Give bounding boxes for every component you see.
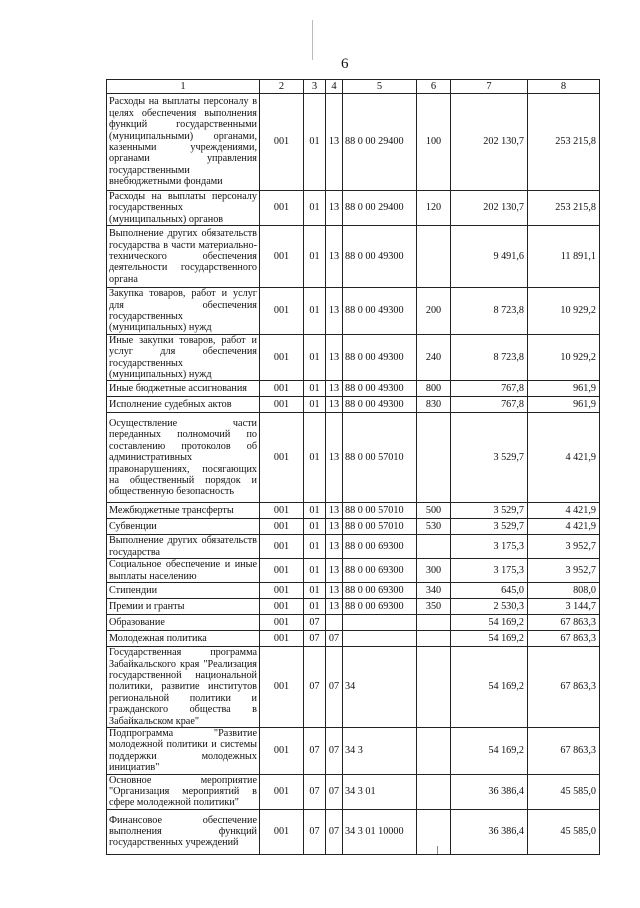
subsection-code: 13 <box>326 94 343 191</box>
row-name: Иные бюджетные ассигнования <box>107 381 260 397</box>
admin-code: 001 <box>260 191 304 226</box>
amount-year-2: 253 215,8 <box>528 94 600 191</box>
subsection-code: 13 <box>326 191 343 226</box>
target-article: 88 0 00 49300 <box>343 381 417 397</box>
amount-year-2: 961,9 <box>528 381 600 397</box>
subsection-code: 13 <box>326 503 343 519</box>
admin-code: 001 <box>260 413 304 503</box>
amount-year-2: 10 929,2 <box>528 334 600 381</box>
expense-type: 500 <box>417 503 451 519</box>
admin-code: 001 <box>260 809 304 854</box>
column-header: 3 <box>304 80 326 94</box>
table-row <box>107 413 600 503</box>
admin-code: 001 <box>260 631 304 647</box>
amount-year-1: 36 386,4 <box>451 809 528 854</box>
target-article: 88 0 00 49300 <box>343 397 417 413</box>
amount-year-1: 3 529,7 <box>451 519 528 535</box>
amount-year-1: 8 723,8 <box>451 334 528 381</box>
section-code: 07 <box>304 647 326 728</box>
subsection-code: 13 <box>326 334 343 381</box>
section-code: 07 <box>304 774 326 809</box>
amount-year-1: 2 530,3 <box>451 599 528 615</box>
target-article: 88 0 00 49300 <box>343 226 417 288</box>
amount-year-2: 3 952,7 <box>528 559 600 583</box>
section-code: 01 <box>304 226 326 288</box>
subsection-code: 13 <box>326 397 343 413</box>
expense-type: 830 <box>417 397 451 413</box>
admin-code: 001 <box>260 334 304 381</box>
row-name: Стипендии <box>107 583 260 599</box>
page-number: 6 <box>341 56 349 72</box>
table-row <box>107 583 600 599</box>
row-name: Расходы на выплаты персоналу в целях обеспечения выполнения функций государственными (муниципальными) органами, казенными учреждениями, органами управления государственными внебюджетными фондами <box>107 94 260 191</box>
expense-type <box>417 647 451 728</box>
section-code: 01 <box>304 334 326 381</box>
table-row <box>107 503 600 519</box>
section-code: 01 <box>304 559 326 583</box>
expense-type <box>417 535 451 559</box>
amount-year-2: 253 215,8 <box>528 191 600 226</box>
admin-code: 001 <box>260 503 304 519</box>
admin-code: 001 <box>260 519 304 535</box>
target-article: 34 <box>343 647 417 728</box>
row-name: Подпрограмма "Развитие молодежной политики и системы поддержки молодежных инициатив" <box>107 727 260 774</box>
row-name: Социальное обеспечение и иные выплаты населению <box>107 559 260 583</box>
subsection-code: 07 <box>326 774 343 809</box>
column-header: 8 <box>528 80 600 94</box>
section-code: 07 <box>304 631 326 647</box>
admin-code: 001 <box>260 397 304 413</box>
row-name: Выполнение других обязательств государства в части материально-технического обеспечения деятельности государственного органа <box>107 226 260 288</box>
admin-code: 001 <box>260 647 304 728</box>
section-code: 01 <box>304 503 326 519</box>
section-code: 01 <box>304 599 326 615</box>
amount-year-2: 67 863,3 <box>528 615 600 631</box>
admin-code: 001 <box>260 94 304 191</box>
target-article: 88 0 00 57010 <box>343 503 417 519</box>
target-article: 34 3 01 10000 <box>343 809 417 854</box>
expense-type <box>417 413 451 503</box>
admin-code: 001 <box>260 615 304 631</box>
target-article: 88 0 00 69300 <box>343 535 417 559</box>
row-name: Премии и гранты <box>107 599 260 615</box>
scan-mark-top <box>312 20 313 60</box>
column-header: 6 <box>417 80 451 94</box>
expense-type <box>417 631 451 647</box>
subsection-code <box>326 615 343 631</box>
amount-year-1: 54 169,2 <box>451 727 528 774</box>
target-article <box>343 631 417 647</box>
table-row <box>107 774 600 809</box>
target-article: 88 0 00 69300 <box>343 559 417 583</box>
row-name: Молодежная политика <box>107 631 260 647</box>
column-header: 4 <box>326 80 343 94</box>
subsection-code: 13 <box>326 583 343 599</box>
row-name: Межбюджетные трансферты <box>107 503 260 519</box>
admin-code: 001 <box>260 381 304 397</box>
amount-year-1: 767,8 <box>451 397 528 413</box>
amount-year-1: 202 130,7 <box>451 94 528 191</box>
target-article: 88 0 00 69300 <box>343 599 417 615</box>
admin-code: 001 <box>260 535 304 559</box>
amount-year-2: 961,9 <box>528 397 600 413</box>
expense-type: 300 <box>417 559 451 583</box>
row-name: Закупка товаров, работ и услуг для обеспечения государственных (муниципальных) нужд <box>107 288 260 335</box>
column-header: 5 <box>343 80 417 94</box>
section-code: 01 <box>304 381 326 397</box>
table-row <box>107 94 600 191</box>
row-name: Государственная программа Забайкальского края "Реализация государственной национальной политики, развитие институтов региональной политики и гражданского общества в Забайкальском крае" <box>107 647 260 728</box>
section-code: 07 <box>304 615 326 631</box>
table-row <box>107 334 600 381</box>
amount-year-1: 3 175,3 <box>451 535 528 559</box>
table-row <box>107 519 600 535</box>
amount-year-2: 4 421,9 <box>528 503 600 519</box>
amount-year-1: 3 529,7 <box>451 503 528 519</box>
section-code: 07 <box>304 809 326 854</box>
amount-year-1: 645,0 <box>451 583 528 599</box>
section-code: 01 <box>304 535 326 559</box>
section-code: 07 <box>304 727 326 774</box>
target-article: 34 3 <box>343 727 417 774</box>
subsection-code: 13 <box>326 381 343 397</box>
table-header-row <box>107 80 600 94</box>
table-row <box>107 647 600 728</box>
amount-year-2: 45 585,0 <box>528 774 600 809</box>
expense-type <box>417 226 451 288</box>
admin-code: 001 <box>260 559 304 583</box>
section-code: 01 <box>304 583 326 599</box>
table-row <box>107 809 600 854</box>
target-article: 88 0 00 69300 <box>343 583 417 599</box>
subsection-code: 13 <box>326 288 343 335</box>
amount-year-1: 9 491,6 <box>451 226 528 288</box>
expense-type: 800 <box>417 381 451 397</box>
expense-type: 100 <box>417 94 451 191</box>
subsection-code: 13 <box>326 226 343 288</box>
admin-code: 001 <box>260 583 304 599</box>
row-name: Иные закупки товаров, работ и услуг для обеспечения государственных (муниципальных) нужд <box>107 334 260 381</box>
target-article: 88 0 00 49300 <box>343 334 417 381</box>
amount-year-2: 10 929,2 <box>528 288 600 335</box>
column-header: 1 <box>107 80 260 94</box>
table-row <box>107 191 600 226</box>
section-code: 01 <box>304 94 326 191</box>
row-name: Исполнение судебных актов <box>107 397 260 413</box>
amount-year-2: 808,0 <box>528 583 600 599</box>
subsection-code: 13 <box>326 535 343 559</box>
subsection-code: 13 <box>326 413 343 503</box>
admin-code: 001 <box>260 288 304 335</box>
row-name: Субвенции <box>107 519 260 535</box>
amount-year-1: 767,8 <box>451 381 528 397</box>
amount-year-1: 54 169,2 <box>451 647 528 728</box>
amount-year-1: 3 529,7 <box>451 413 528 503</box>
row-name: Выполнение других обязательств государства <box>107 535 260 559</box>
budget-table <box>106 79 600 855</box>
target-article: 34 3 01 <box>343 774 417 809</box>
subsection-code: 13 <box>326 519 343 535</box>
expense-type: 120 <box>417 191 451 226</box>
section-code: 01 <box>304 397 326 413</box>
target-article: 88 0 00 29400 <box>343 94 417 191</box>
amount-year-2: 67 863,3 <box>528 647 600 728</box>
amount-year-1: 3 175,3 <box>451 559 528 583</box>
table-row <box>107 535 600 559</box>
amount-year-2: 3 952,7 <box>528 535 600 559</box>
expense-type <box>417 774 451 809</box>
table-row <box>107 727 600 774</box>
amount-year-2: 4 421,9 <box>528 519 600 535</box>
expense-type: 200 <box>417 288 451 335</box>
table-row <box>107 559 600 583</box>
expense-type <box>417 727 451 774</box>
section-code: 01 <box>304 288 326 335</box>
subsection-code: 13 <box>326 559 343 583</box>
expense-type <box>417 809 451 854</box>
section-code: 01 <box>304 519 326 535</box>
table-row <box>107 288 600 335</box>
amount-year-2: 67 863,3 <box>528 727 600 774</box>
subsection-code: 13 <box>326 599 343 615</box>
expense-type: 530 <box>417 519 451 535</box>
amount-year-1: 8 723,8 <box>451 288 528 335</box>
amount-year-2: 45 585,0 <box>528 809 600 854</box>
subsection-code: 07 <box>326 727 343 774</box>
row-name: Осуществление части переданных полномочий по составлению протоколов об административных правонарушениях, посягающих на общественный порядок и общественную безопасность <box>107 413 260 503</box>
table-row <box>107 381 600 397</box>
amount-year-1: 36 386,4 <box>451 774 528 809</box>
expense-type: 340 <box>417 583 451 599</box>
amount-year-2: 67 863,3 <box>528 631 600 647</box>
column-header: 2 <box>260 80 304 94</box>
table-row <box>107 599 600 615</box>
expense-type: 240 <box>417 334 451 381</box>
target-article <box>343 615 417 631</box>
table-row <box>107 615 600 631</box>
table-row <box>107 226 600 288</box>
row-name: Финансовое обеспечение выполнения функций государственных учреждений <box>107 809 260 854</box>
row-name: Образование <box>107 615 260 631</box>
subsection-code: 07 <box>326 647 343 728</box>
column-header: 7 <box>451 80 528 94</box>
section-code: 01 <box>304 413 326 503</box>
row-name: Основное мероприятие "Организация мероприятий в сфере молодежной политики" <box>107 774 260 809</box>
subsection-code: 07 <box>326 631 343 647</box>
section-code: 01 <box>304 191 326 226</box>
admin-code: 001 <box>260 599 304 615</box>
row-name: Расходы на выплаты персоналу государственных (муниципальных) органов <box>107 191 260 226</box>
admin-code: 001 <box>260 226 304 288</box>
table-row <box>107 397 600 413</box>
table-body <box>107 94 600 855</box>
amount-year-1: 54 169,2 <box>451 615 528 631</box>
admin-code: 001 <box>260 727 304 774</box>
expense-type: 350 <box>417 599 451 615</box>
target-article: 88 0 00 57010 <box>343 413 417 503</box>
amount-year-2: 3 144,7 <box>528 599 600 615</box>
expense-type <box>417 615 451 631</box>
amount-year-2: 11 891,1 <box>528 226 600 288</box>
table-row <box>107 631 600 647</box>
amount-year-1: 54 169,2 <box>451 631 528 647</box>
target-article: 88 0 00 57010 <box>343 519 417 535</box>
amount-year-1: 202 130,7 <box>451 191 528 226</box>
admin-code: 001 <box>260 774 304 809</box>
amount-year-2: 4 421,9 <box>528 413 600 503</box>
subsection-code: 07 <box>326 809 343 854</box>
target-article: 88 0 00 49300 <box>343 288 417 335</box>
target-article: 88 0 00 29400 <box>343 191 417 226</box>
